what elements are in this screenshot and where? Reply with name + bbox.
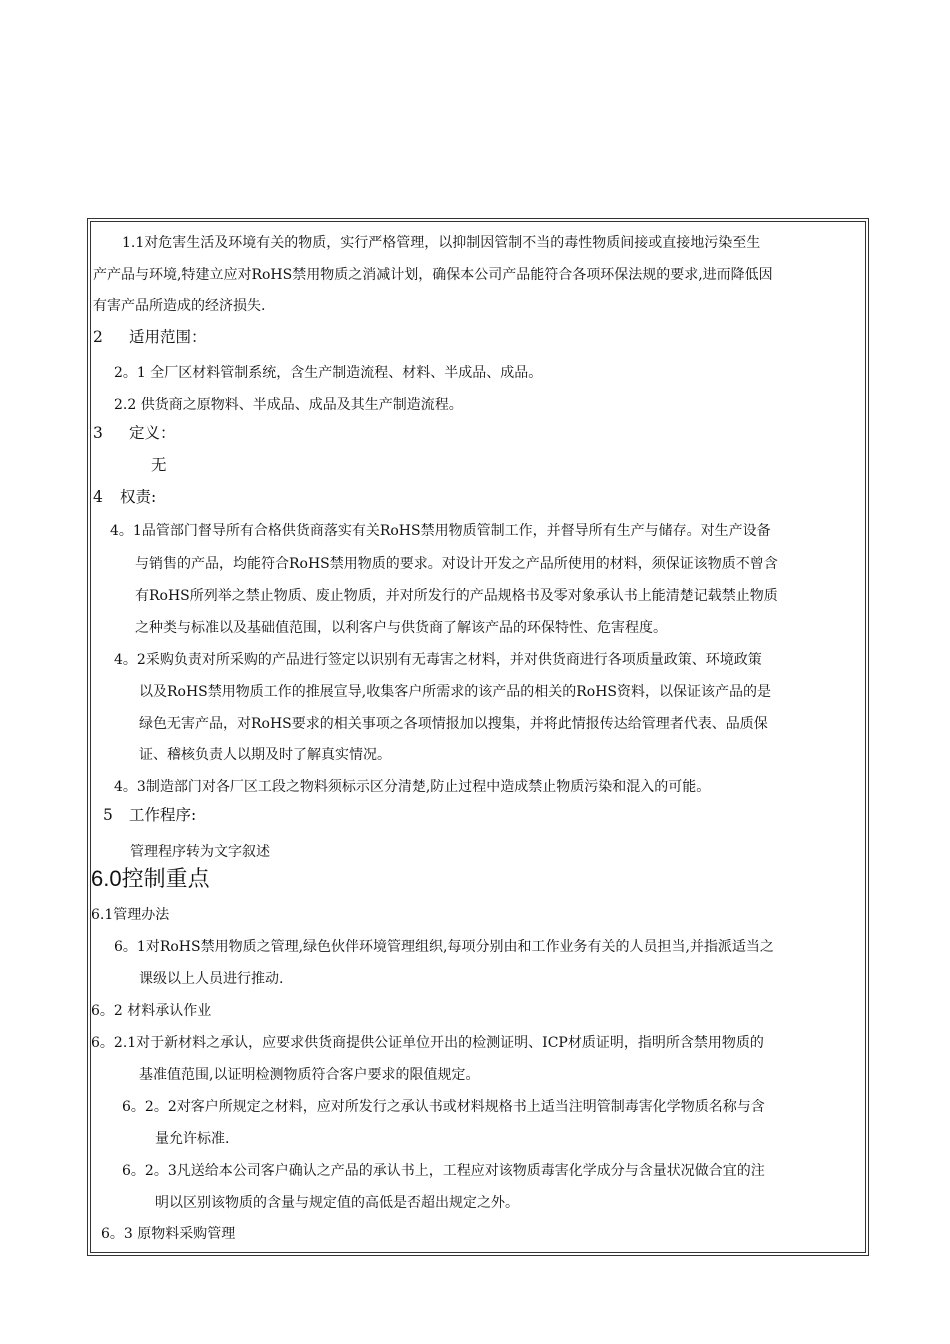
section-5-body: 管理程序转为文字叙述 [130, 844, 270, 860]
item-6-2-2-line-2: 量允许标准. [155, 1131, 230, 1147]
item-4-1-line-2: 与销售的产品，均能符合RoHS禁用物质的要求。对设计开发之产品所使用的材料，须保证该物质不曾含 [135, 556, 778, 572]
item-4-2-line-4: 证、稽核负责人以期及时了解真实情况。 [139, 747, 391, 763]
item-4-1-line-3: 有RoHS所列举之禁止物质、废止物质，并对所发行的产品规格书及零对象承认书上能清楚记载禁止物质 [135, 588, 778, 604]
paragraph-1-1-line-2: 产产品与环境,特建立应对RoHS禁用物质之消减计划，确保本公司产品能符合各项环保法规的要求,进而降低因 [93, 267, 773, 283]
section-3-heading: 定义： [129, 424, 176, 442]
item-4-2-line-2: 以及RoHS禁用物质工作的推展宣导,收集客户所需求的该产品的相关的RoHS资料，以保证该产品的是 [139, 684, 771, 700]
item-6-2-2-line-1: 6。2。2对客户所规定之材料，应对所发行之承认书或材料规格书上适当注明管制毒害化学物质名称与含 [122, 1099, 765, 1115]
section-4-number: 4 [93, 488, 103, 506]
section-5-heading: 工作程序: [129, 806, 197, 824]
item-6-1-1-line-2: 课级以上人员进行推动. [139, 971, 284, 987]
item-2-1: 2。1 全厂区材料管制系统，含生产制造流程、材料、半成品、成品。 [114, 365, 543, 381]
section-3-body: 无 [151, 456, 167, 474]
item-6-1-heading: 6.1管理办法 [91, 907, 170, 923]
item-4-1-line-1: 4。1品管部门督导所有合格供货商落实有关RoHS禁用物质管制工作，并督导所有生产与储存。对生产设备 [110, 523, 771, 539]
item-6-3-heading: 6。3 原物料采购管理 [101, 1226, 236, 1242]
item-4-3: 4。3制造部门对各厂区工段之物料须标示区分清楚,防止过程中造成禁止物质污染和混入的可能。 [114, 779, 711, 795]
section-4-heading: 权责: [120, 488, 157, 506]
item-2-2: 2.2 供货商之原物料、半成品、成品及其生产制造流程。 [114, 397, 463, 413]
item-6-1-1-line-1: 6。1对RoHS禁用物质之管理,绿色伙伴环境管理组织,每项分别由和工作业务有关的人员担当,并指派适当之 [114, 939, 774, 955]
item-4-2-line-1: 4。2采购负责对所采购的产品进行签定以识别有无毒害之材料，并对供货商进行各项质量政策、环境政策 [114, 652, 762, 668]
item-6-2-3-line-2: 明以区别该物质的含量与规定值的高低是否超出规定之外。 [155, 1195, 519, 1211]
item-6-2-1-line-1: 6。2.1对于新材料之承认，应要求供货商提供公证单位开出的检测证明、ICP材质证明，指明所含禁用物质的 [91, 1035, 764, 1051]
item-4-1-line-4: 之种类与标准以及基础值范围，以利客户与供货商了解该产品的环保特性、危害程度。 [135, 620, 667, 636]
section-6-heading: 6.0控制重点 [91, 866, 210, 891]
paragraph-1-1-line-1: 1.1对危害生活及环境有关的物质，实行严格管理，以抑制因管制不当的毒性物质间接或直接地污染至生 [122, 235, 761, 251]
item-4-2-line-3: 绿色无害产品，对RoHS要求的相关事项之各项情报加以搜集，并将此情报传达给管理者代表、品质保 [139, 716, 768, 732]
item-6-2-1-line-2: 基准值范围,以证明检测物质符合客户要求的限值规定。 [139, 1067, 480, 1083]
section-2-heading: 适用范围： [129, 328, 207, 346]
item-6-2-3-line-1: 6。2。3凡送给本公司客户确认之产品的承认书上，工程应对该物质毒害化学成分与含量状况做合宜的注 [122, 1163, 765, 1179]
paragraph-1-1-line-3: 有害产品所造成的经济损失. [93, 298, 266, 314]
section-2-number: 2 [93, 328, 103, 346]
item-6-2-heading: 6。2 材料承认作业 [91, 1003, 212, 1019]
section-5-number: 5 [103, 806, 113, 824]
section-3-number: 3 [93, 424, 103, 442]
